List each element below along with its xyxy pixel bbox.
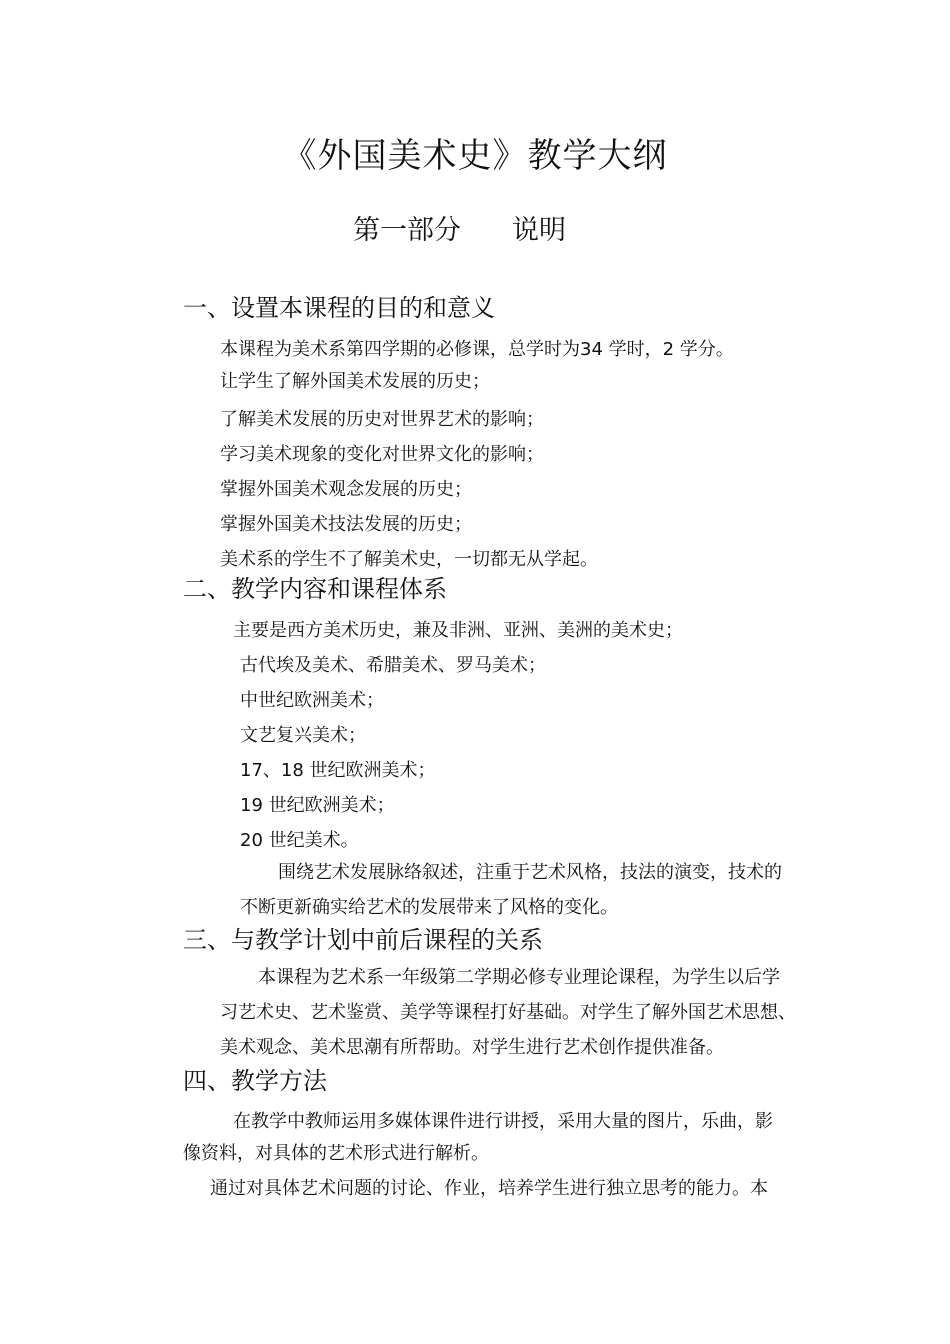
paragraph-line: 19 世纪欧洲美术； — [240, 795, 395, 816]
paragraph-line: 中世纪欧洲美术； — [240, 690, 384, 711]
paragraph-line: 围绕艺术发展脉络叙述，注重于艺术风格，技法的演变，技术的 — [278, 862, 782, 883]
section-heading-1: 一、设置本课程的目的和意义 — [183, 294, 495, 322]
part-name: 说明 — [512, 215, 566, 246]
paragraph-line: 习艺术史、艺术鉴赏、美学等课程打好基础。对学生了解外国艺术思想、 — [220, 1002, 796, 1023]
paragraph-line: 了解美术发展的历史对世界艺术的影响； — [220, 409, 544, 430]
part-label: 第一部分 — [353, 215, 461, 246]
paragraph-line: 不断更新确实给艺术的发展带来了风格的变化。 — [240, 897, 618, 918]
paragraph-line: 本课程为美术系第四学期的必修课，总学时为34 学时，2 学分。 — [220, 339, 734, 360]
paragraph-line: 学习美术现象的变化对世界文化的影响； — [220, 444, 544, 465]
document-title: 《外国美术史》教学大纲 — [282, 136, 668, 176]
paragraph-line: 本课程为艺术系一年级第二学期必修专业理论课程，为学生以后学 — [258, 967, 780, 988]
paragraph-line: 17、18 世纪欧洲美术； — [240, 760, 436, 781]
paragraph-line: 掌握外国美术技法发展的历史； — [220, 514, 472, 535]
paragraph-line: 让学生了解外国美术发展的历史； — [220, 371, 490, 392]
section-heading-2: 二、教学内容和课程体系 — [183, 575, 447, 603]
section-heading-3: 三、与教学计划中前后课程的关系 — [183, 926, 543, 954]
section-heading-4: 四、教学方法 — [183, 1067, 327, 1095]
paragraph-line: 文艺复兴美术； — [240, 725, 366, 746]
paragraph-line: 通过对具体艺术问题的讨论、作业，培养学生进行独立思考的能力。本 — [210, 1178, 768, 1199]
paragraph-line: 主要是西方美术历史，兼及非洲、亚洲、美洲的美术史； — [233, 620, 683, 641]
paragraph-line: 美术系的学生不了解美术史，一切都无从学起。 — [220, 549, 598, 570]
paragraph-line: 20 世纪美术。 — [240, 830, 359, 851]
paragraph-line: 掌握外国美术观念发展的历史； — [220, 479, 472, 500]
paragraph-line: 古代埃及美术、希腊美术、罗马美术； — [240, 655, 546, 676]
paragraph-line: 美术观念、美术思潮有所帮助。对学生进行艺术创作提供准备。 — [220, 1037, 724, 1058]
paragraph-line: 像资料，对具体的艺术形式进行解析。 — [183, 1143, 489, 1164]
paragraph-line: 在教学中教师运用多媒体课件进行讲授，采用大量的图片，乐曲，影 — [233, 1111, 773, 1132]
